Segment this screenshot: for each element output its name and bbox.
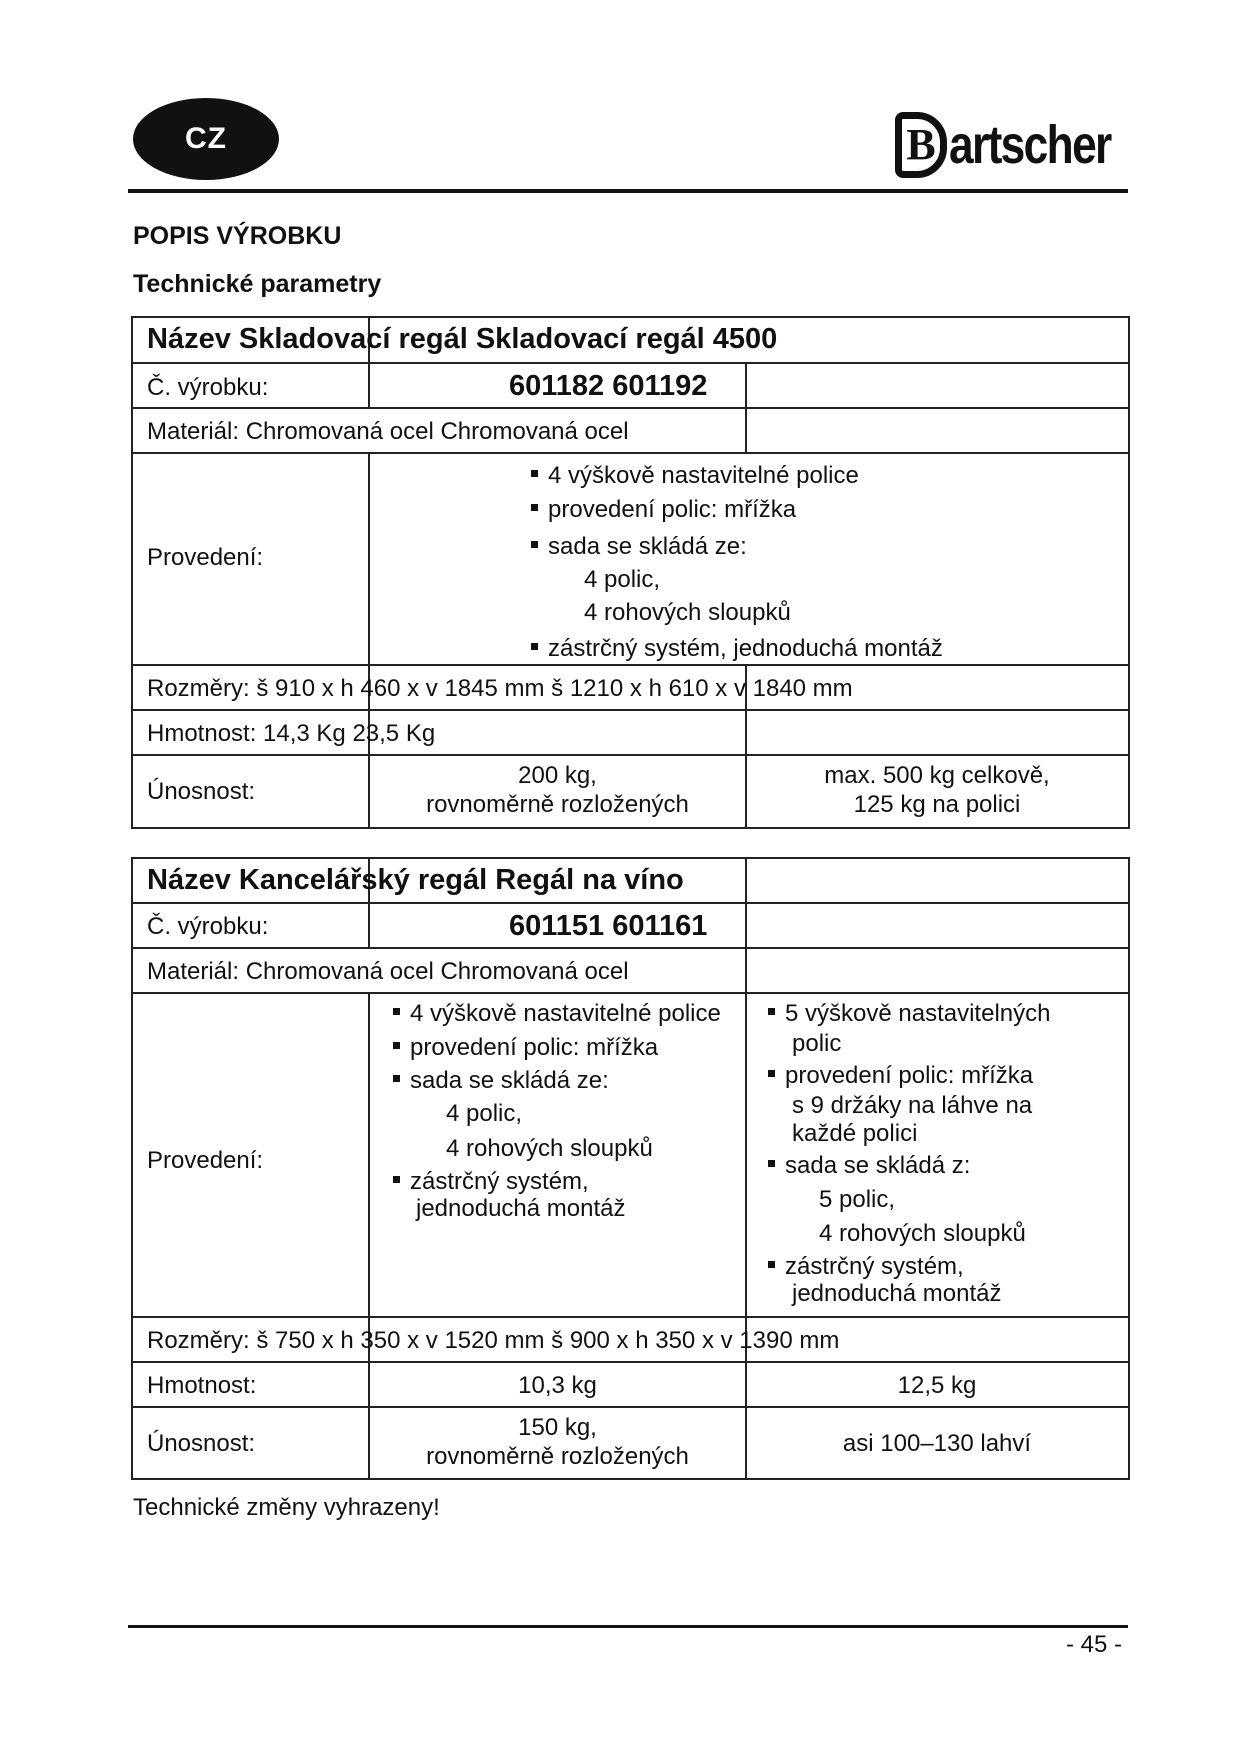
list-item: zástrčný systém, [393,1168,589,1196]
design-label: Provedení: [147,544,264,571]
table-row [133,994,1128,1318]
table-row [133,949,1128,994]
list-item: provedení polic: mřížka [768,1062,1033,1090]
weight-value-a: 10,3 kg [518,1372,597,1399]
table-row [133,409,1128,454]
article-label: Č. výrobku: [147,913,269,940]
language-badge [133,98,279,180]
design-label: Provedení: [147,1147,264,1174]
spec-table-1 [131,316,1130,829]
list-item: sada se skládá z: [768,1152,970,1180]
load-value-b: asi 100–130 lahví [842,1430,1032,1457]
list-item: provedení polic: mřížka [531,496,796,524]
material-row: Materiál: Chromovaná ocel Chromovaná ocel [147,418,629,445]
dimensions-row: Rozměry: š 910 x h 460 x v 1845 mm š 1210 x h 610 x v 1840 mm [147,675,853,702]
page-number: - 45 - [1066,1631,1123,1658]
footer-rule [128,1625,1128,1628]
weight-label: Hmotnost: [147,1372,257,1399]
table-row [133,756,1128,827]
table-row [133,1408,1128,1478]
weight-row: Hmotnost: 14,3 Kg 23,5 Kg [147,720,436,747]
list-item: jednoduchá montáž [792,1280,1002,1307]
spec-table-2 [131,857,1130,1480]
language-code: CZ [185,122,227,155]
load-value-a: 150 kg, rovnoměrně rozložených [426,1414,689,1470]
table-row [133,904,1128,949]
table-row [133,859,1128,904]
material-row: Materiál: Chromovaná ocel Chromovaná ocel [147,958,629,985]
list-item: provedení polic: mřížka [393,1034,658,1062]
article-number: 601151 601161 [509,910,708,942]
list-item: 4 rohových sloupků [584,599,791,626]
brand-logo [895,110,1146,180]
list-item: jednoduchá montáž [416,1195,626,1222]
table-row [133,1363,1128,1408]
section-title: POPIS VÝROBKU [133,222,342,250]
load-label: Únosnost: [147,778,256,805]
load-label: Únosnost: [147,1430,256,1457]
list-item: s 9 držáky na láhve na [792,1092,1033,1119]
list-item: 5 polic, [819,1186,896,1213]
brand-logo-mark: B [895,112,947,178]
article-label: Č. výrobku: [147,374,269,401]
list-item: 4 polic, [446,1100,523,1127]
header-rule [128,189,1128,193]
table-row [133,711,1128,756]
weight-value-b: 12,5 kg [897,1372,977,1399]
list-item: sada se skládá ze: [393,1067,609,1095]
product-name-row: Název Kancelářský regál Regál na víno [147,864,684,896]
list-item: 4 výškově nastavitelné police [393,1000,721,1028]
load-value-b: max. 500 kg celkově, 125 kg na polici [824,762,1050,818]
product-name-row: Název Skladovací regál Skladovací regál 4500 [147,323,778,355]
list-item: 4 rohových sloupků [446,1135,653,1162]
table-row [133,1318,1128,1363]
table-row [133,318,1128,364]
list-item: každé polici [792,1120,918,1147]
list-item: polic [792,1030,842,1057]
list-item: 5 výškově nastavitelných [768,1000,1050,1028]
dimensions-row: Rozměry: š 750 x h 350 x v 1520 mm š 900 x h 350 x v 1390 mm [147,1327,840,1354]
brand-logo-text: artscher [949,115,1111,175]
article-number: 601182 601192 [509,370,708,402]
load-value-a: 200 kg, rovnoměrně rozložených [426,762,689,818]
table-row [133,364,1128,409]
technical-changes-note: Technické změny vyhrazeny! [133,1494,440,1521]
list-item: 4 rohových sloupků [819,1220,1026,1247]
table-row [133,666,1128,711]
list-item: sada se skládá ze: [531,533,747,561]
list-item: zástrčný systém, jednoduchá montáž [531,635,943,663]
list-item: zástrčný systém, [768,1253,964,1281]
list-item: 4 polic, [584,566,661,593]
list-item: 4 výškově nastavitelné police [531,462,859,490]
table-row [133,454,1128,666]
section-subtitle: Technické parametry [133,270,382,298]
